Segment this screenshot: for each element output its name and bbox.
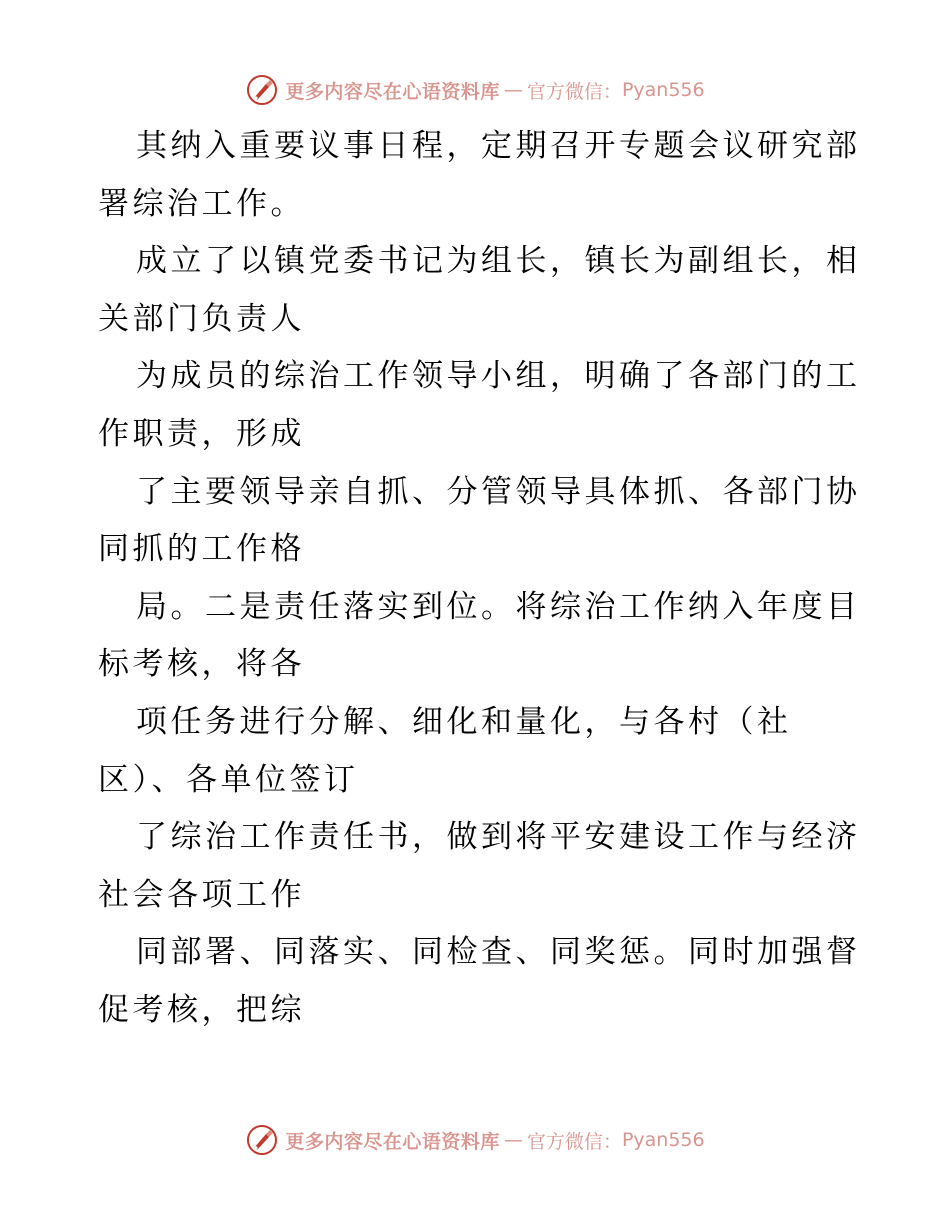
- watermark-brand: 更多内容尽在心语资料库: [285, 80, 500, 103]
- text-line: 了主要领导亲自抓、分管领导具体抓、各部门协: [136, 473, 861, 510]
- text-line: 为成员的综治工作领导小组，明确了各部门的工: [136, 358, 861, 395]
- text-line: 社会各项工作: [98, 876, 305, 913]
- text-line: 项任务进行分解、细化和量化，与各村（社: [136, 703, 792, 740]
- text-line: 其纳入重要议事日程，定期召开专题会议研究部: [136, 128, 861, 164]
- text-line: 关部门负责人: [98, 300, 305, 337]
- text-line: 促考核，把综: [98, 991, 305, 1028]
- watermark-wechat-id: Pyan556: [621, 79, 705, 101]
- pen-nib-icon: [245, 73, 279, 107]
- watermark-separator: —: [503, 79, 523, 101]
- watermark-official-label: 官方微信：: [526, 80, 622, 103]
- watermark-separator: —: [503, 1129, 523, 1151]
- text-line: 同部署、同落实、同检查、同奖惩。同时加强督: [136, 934, 861, 971]
- watermark-brand: 更多内容尽在心语资料库: [285, 1130, 500, 1153]
- watermark-official-label: 官方微信：: [526, 1130, 622, 1153]
- text-line: 局。二是责任落实到位。将综治工作纳入年度目: [136, 588, 861, 625]
- text-line: 了综治工作责任书，做到将平安建设工作与经济: [136, 819, 861, 856]
- text-line: 同抓的工作格: [98, 531, 305, 568]
- text-line: 区）、各单位签订: [98, 761, 359, 798]
- text-line: 成立了以镇党委书记为组长，镇长为副组长，相: [136, 243, 861, 280]
- text-line: 标考核，将各: [98, 646, 305, 683]
- watermark-wechat-id: Pyan556: [621, 1129, 705, 1151]
- pen-nib-icon: [245, 1123, 279, 1157]
- text-line: 作职责，形成: [98, 415, 305, 452]
- text-line: 署综治工作。: [98, 185, 305, 222]
- document-body: [98, 118, 861, 1040]
- header-watermark: [0, 70, 950, 110]
- footer-watermark: [0, 1120, 950, 1160]
